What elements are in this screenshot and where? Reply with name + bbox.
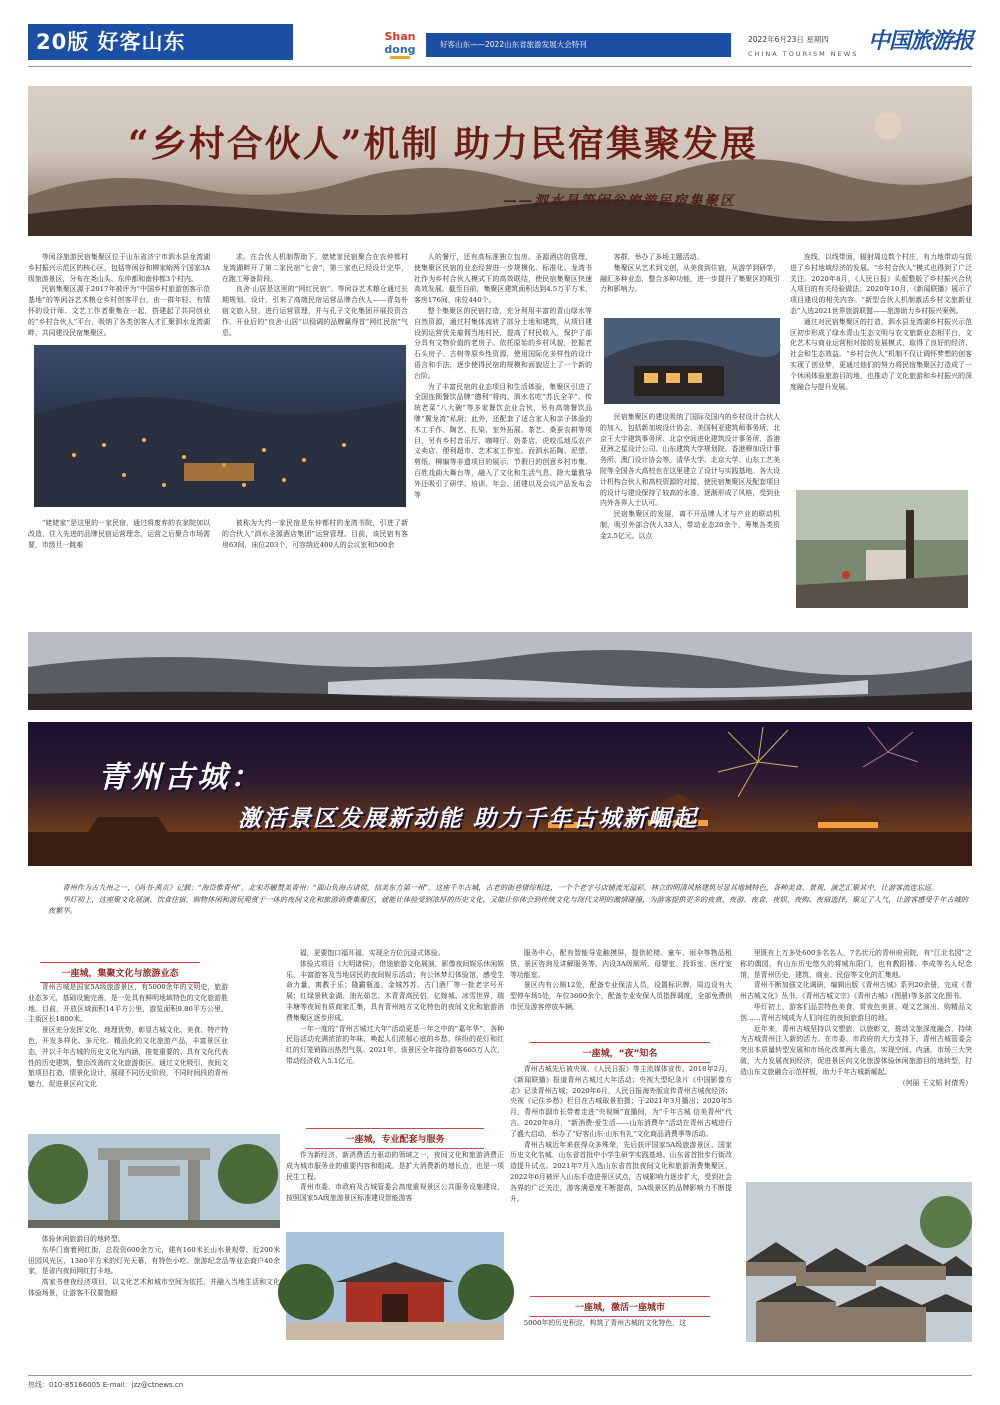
article1-col2-top: [222, 252, 408, 337]
paragraph: 服务中心，配有智能导览触摸屏，提供轮椅、童车、雨伞等物品租赁、景区咨询及讲解服务等，内设3A级厕所、母婴室、投诉室、医疗室等功能室。: [510, 949, 732, 979]
paragraph: 高家书巷夜经济项目，以文化艺术和城市空间为依托，并融入当地生活和文化体验场景，让游客不仅要饱眼: [28, 1278, 280, 1297]
section-heading: 一座城，专业配套与服务: [306, 1128, 484, 1149]
article1-col1-bottom: [28, 518, 210, 636]
paragraph: 青州古城是国家5A级旅游景区，有5000余年的文明史，旅游业态多元，基础设施完善，是一处具有鲜明地域特色的文化旅游胜地。目前，开放区域面积14平方公里，游览面积9.86平方公里，主街区长1800米。: [28, 983, 228, 1024]
article1-homestay-dusk-photo: [604, 318, 780, 404]
paragraph: 人的餐厅，还有高标准独立包房。圣源酒店的管理，使集聚区民宿的业态经营进一步规模化、标准化。龙湾书社作为乡村合伙人模式下的高效联结，使民宿集聚区快速高效发展。截至目前，集聚区建筑面积达到4.5万平方米，客房176间，床位440个。: [414, 253, 592, 305]
article1-subtitle: ——泗水县等闲谷旅游民宿集聚区: [503, 193, 736, 209]
svg-text:dong: dong: [384, 43, 416, 56]
article2-col4: [740, 948, 972, 1174]
article2-col3-top: [510, 948, 732, 1028]
paragraph: 青州作为古九州之一，《尚书·禹贡》记载：“海岱惟青州”。北宋苏辙赞美青州：“面山负海古诸侯，信美东方第一州”。这座千年古城，古老的街巷错综相连，一个个老字号店铺流光溢彩，林立的明清风格建筑尽显其地域特色，各种美食、景观、演艺汇聚其中，让游客流连忘返。: [62, 883, 939, 892]
article2-hero-banner: [28, 722, 972, 866]
paragraph: 集聚区从艺术到文创，从美食到住宿，从游学到研学，融汇多种业态，整合多种功能，进一步提升了集聚区的吸引力和影响力。: [600, 263, 780, 294]
article1-col4-bottom: [600, 412, 780, 636]
article2-lede: [48, 882, 968, 942]
paragraph: 青州市委、市政府及古城管委会高度重视景区公共服务设施建设，按照国家5A级旅游景区标准建设智能游客: [286, 1183, 504, 1203]
paragraph: 连线，以线带面，辐射周边数个村庄，有力地带动与促进了乡村地域经济的发展。“乡村合伙人”模式也得到了广泛关注。2020年8月，《人民日报》头版整版了乡村振兴合伙人项目的有关经验做法；2020年10月，《新闻联播》展示了项目建设的相关内容。“新型合伙人机制激活乡村文旅新业态”入选2021世界旅游联盟——旅游助力乡村振兴案例。: [790, 253, 972, 315]
article1-lake-landscape-photo: [28, 632, 972, 710]
special-issue-strip: 好客山东——2022山东省旅游发展大会特刊: [426, 33, 731, 57]
paragraph: 求。在合伙人机制帮助下，姥姥家民宿聚合在农仲都村龙湾湖畔开了第二家民宿“七舍”，第三家也已经设计完毕，在跑工筹备阶段。: [222, 253, 408, 283]
footer-contact: 热线：010-85166005 E-mail：jzz@ctnews.cn: [28, 1381, 184, 1389]
article1-col1-top: [28, 252, 210, 337]
article2-old-town-rooftops-photo: [746, 1182, 972, 1342]
paragraph: “姥姥家”是这里的一家民宿，通过将废弃的农家院加以改造，住入先进的品牌民宿运营理念，运营之后聚合市场需要，市级旦一跳难: [28, 519, 210, 549]
paragraph: 景区充分发挥文化、地理优势，彰显古城文化、美食、特产特色，开发多样化、多元化、精品化的文化旅游产品，丰富景区业态，并以千年古城的历史文化为内涵，推复重要的、具有文化代表性的历史建筑，整治改善的文化旅游街区。通过文化吸引，夜间文旅项目打造，情景化设计，展现不同历史阶段，不同时间段的青州魅力，促进景区向文化: [28, 1026, 228, 1089]
paragraph: 通过对民宿集聚区的打造，泗水县龙湾湖乡村振兴示范区初步形成了绿水青山生态文明与农文旅新业态相平台，文化艺术与商业运营相对接的发展模式，取得了良好的经济、社会和生态效益。“乡村合伙人”机制不仅让调怀梦想的创客实现了创业梦，更通过他们的努力将民宿集聚区打造成了一个休闲体验旅游目的地，也推动了文化旅游和乡村振兴的深度融合与提升发展。: [790, 317, 972, 391]
paragraph: 一年一度的“青州古城过大年”活动更是一年之中的“嘉年华”，各种民俗活动充满浓浓的年味，唤起人们浓郁心底的乡愁，缤纷的花灯和红红的灯笼销陈出热烈气氛。2021年，该景区全年接待游客665万人次，带动经济收入5.1亿元。: [286, 1024, 504, 1065]
article1-col4-top: [600, 252, 780, 310]
paragraph: 等闲谷旅游民宿集聚区位于山东省济宁市泗水县龙湾湖乡村振兴示范区的核心区，包括等闲谷和柳家峪两个国家3A级旅游景区，分布在尧山头、东仲都和南仲都3个村内。: [28, 253, 210, 283]
article1-col2-bottom: [222, 518, 408, 636]
article2-temple-gate-photo: [286, 1232, 504, 1340]
paragraph: 良舍·山居是这里的“网红民宿”。等闲谷艺术粮仓通过长期规划、设计，引来了高端民宿运营品牌合伙人——青岛朴宿文旅入驻，进行运营管理，并与孔子文化集团开展投资合作。开业后的“良舍·山居”以稳调的品牌赢得首“网红民宿”气息。: [222, 285, 408, 337]
paragraph: 近年来，青州古城坚持以文塑旅、以旅彰文，推动文旅深度融合，持续为古城青州注入新的活力。在市委、市政府的大力支持下，青州古城管委会突出本质量转型发展和市场化改革两大重点，实现空间、内涵、市场三大突破，大力发展夜间经济，促进景区向文化旅游体验休闲旅游目的地转型，打造山东文旅融合示范样板，助力千年古城新崛起。: [740, 1024, 972, 1076]
paper-english-name: CHINA TOURISM NEWS: [748, 50, 859, 58]
article1-night-village-photo: [34, 345, 406, 507]
paragraph: 青州古城先后被央视、《人民日报》等主流媒体宣传。2018年2月，《新闻联播》报道青州古城过大年活动；央视大型纪录片《中国影像方志》记录青州古城；2020年6月，人民日报海外版宣传青州古城夜经济；央视《记住乡愁》栏目在古城取景拍摄；于2021年3月播出；2020年5月，青州市副市长带着走进“央视频”直播间，为“千年古城 信美青州”代言。2020年8月，“新消费·爱生活——山东消费年”活动在青州古城进行了盛大启动，举办了“好客山东·山东有礼”文化商品消费季等活动。: [510, 1065, 732, 1138]
footer-divider: [28, 1375, 972, 1376]
paragraph: 整个集聚区的民宿打造，充分利用丰富的青山绿水等自然资源，通过村集体流转了部分土地和建筑，从项目建设到运营优先雇佣当地村民，提高了村民收入，保护了部分具有文物价值的老房子。依托原始的乡村风貌，挖掘老石头房子、古树等原乡性资源，使用国际化多样性的设计语言和手法，逐步使得民宿的规模和面貌迈上了一个新的台阶。: [414, 306, 592, 380]
article2-title-line2: 激活景区发展新动能 助力千年古城新崛起: [238, 806, 699, 832]
masthead: 中国旅游报: [868, 28, 974, 54]
paragraph: 5000年的历史积淀，构筑了青州古城的文化特色，这: [523, 1319, 687, 1327]
article2-col3-mid: [510, 1064, 732, 1290]
issue-date: 2022年6月23日 星期四: [748, 35, 829, 44]
paragraph: 景区内有公厕12处，配备专业保洁人员，设置标识牌，周边设有大型停车场5处，车位3600余个，配备专业安保人员指挥调度，全部免费供市民及游客停放车辆。: [510, 981, 732, 1011]
article2-memorial-arch-photo: [28, 1134, 280, 1228]
paragraph: 福，更要饱口福耳福，实现全方位沉浸式体验。: [299, 949, 445, 957]
paragraph: 华灯初上，游客们品尝特色美食、赏夜色美景、观文艺演出、购精品文创……青州古城成为人们向往的夜间旅游目的地。: [740, 1002, 972, 1022]
article1-title: “乡村合伙人”机制 助力民宿集聚发展: [128, 123, 758, 165]
byline: （何丽 王文韬 时倩秀）: [898, 1078, 972, 1087]
section-heading: 一座城，激活一座城市: [530, 1296, 710, 1317]
article2-col2-top: [286, 948, 504, 1120]
article2-col1-bottom: [28, 1234, 280, 1338]
section-heading: 一座城，“夜”知名: [530, 1042, 710, 1063]
article2-title-line1: 青州古城：: [98, 760, 263, 795]
paragraph: 民宿集聚区的发展，离不开品牌人才与产业的联动机制，吸引外部合伙人33人，带动业态20余个，筹集各类资金2.5亿元。以点: [600, 510, 780, 540]
article1-village-lane-photo: [796, 490, 968, 608]
paragraph: 里既有上万多处600多名名人，7名状元的青州府贡院，有“江北名园”之称的偶园，有山东历史悠久的将城东阳门，也有教阳楼、李成等名人纪念馆，是青州历史、建筑、商业、民俗等文化的汇集地。: [740, 949, 972, 979]
paragraph: 民宿集聚区的建设吸纳了国际及国内的乡村设计合伙人的加入，包括新加坡设计协会、美国柯亚建筑师事务所、北京王大宇建筑事务所、北京空间进化建筑设计事务所、香港亚洲之星设计公司、山东建筑大学规划院、香港穆加设计事务所、澳门设计协会等。清华大学、北京大学、山东工艺美院等全国各大高校也在这里建立了设计与实践基地。各大设计机构合伙人和高校资源的对接，使民宿集聚区及配套项目的设计与建设保持了较高的水准，逐渐形成了风格，受到业内外各界人士认可。: [600, 413, 780, 508]
article1-hero-banner: [28, 86, 972, 236]
section-heading: 一座城，集聚文化与旅游业态: [40, 962, 200, 983]
paragraph: 为了丰富民宿的业态项目和生活体验，集聚区引进了全国连锁餐饮品牌“德利”将肉、泗水名吃“苏氏全羊”、传统老菜“八大碗”等多家餐饮企业合伙，另有高端餐饮品牌“冀龙湾”私厨；此外，还配套了适合家人和亲子体验的木工手作、陶艺、扎染、室外拓展、茶艺、桑蚕农耕等项目，另有乡村音乐厅、咖啡厅、奶茶店、虎咬瓜地瓜农产义卖店、便利超市、艺术家工作室。而泗水拓陶、泥塑、剪纸、柳编等非遗项目的展示，节假日的创意乡村市集、百姓戏曲大舞台等，融入了文化和生活气息。除大量教导外还吸引了研学、培训、年会、团建以及会议产品发布会等: [414, 382, 592, 499]
svg-text:Shan: Shan: [384, 30, 416, 43]
paragraph: 民宿集聚区源于2017年被评为“中国乡村旅游创客示范基地”的等闲谷艺术粮仓乡村创客平台，由一群年轻、有情怀的设计师、文艺工作者聚集在一起，搭建起了共同创业的“乡村合伙人”平台，吸纳了各类创客人才汇聚泗水龙湾湖畔，共同建设民宿集聚区。: [28, 285, 210, 337]
article2-col2-mid: [286, 1150, 504, 1224]
edition-label: 20版 好客山东: [28, 24, 293, 60]
article1-col3: [414, 252, 592, 636]
shandong-logo-icon: [380, 24, 420, 64]
paragraph: 客群，举办了多场主题活动。: [613, 253, 704, 261]
article1-col5-top: [790, 252, 972, 482]
paragraph: 东华门南着网红街，总投资600余万元，建有160米长山水景观带、近200米田园风光区、1380平方米的灯光天幕，有特色小吃、旅游纪念品等业态商户40余家，是省内夜间网红打卡地。: [28, 1245, 280, 1276]
paragraph: 作为新经济、新消费活力驱动的领域之一，夜间文化和旅游消费正成为城市服务业的重要内容和组成。是扩大消费新的增长点，也是一项民生工程。: [286, 1151, 504, 1181]
paragraph: 华灯初上，这座聚文化展演、饮食住宿、购物休闲和游玩观赏于一体的夜间文化和旅游消费集聚区，就能让体验受到浓厚的历史文化，又能让你体会到传统文化与现代文明的激情碰撞，为游客提供更多的夜赏、夜游、夜食、夜娱、夜购、夜宿选择，聚足了人气，让游客感受千年古城的夜繁华。: [48, 894, 968, 915]
article2-col3-bottom: [510, 1318, 732, 1340]
paragraph: 体验式项目《大明诸侯》，借途旅游文化展演，影像夜间娱乐休闲娱乐，丰富游客及当地居民的夜间娱乐活动；有公休梦幻体验馆，感受生命力量，寓教于乐；隆霸瓶盖、金城苏苏、古门酒厂等一批老字号开展；红绿景秋金湖、油光茹艺、木青青高民俗、亿嫁城、冰雪世界，瑞丰塘等夜间有质商家汇集，具有青州地方文化特色的夜间文化和旅游消费集聚区逐步形成。: [286, 959, 504, 1022]
paragraph: 被称为大约一家民宿是东仲都村的龙湾书院，引进了新的合伙人“泗水圣源酒店集团”运营管理。目前，该民宿有客房63间，床位203个，可容纳近400人的会议室和500余: [222, 519, 408, 549]
paragraph: 青州不断加强文化调研，编辑出版《青州古城》系列20余册，完成《青州古城文化》丛书、《青州古城文宗》《青州古城》(图册)等多部文化图书。: [740, 981, 972, 1001]
article2-col1-top: [28, 982, 228, 1128]
paragraph: 体验休闲旅游目的地转型。: [41, 1235, 125, 1243]
header-divider: [28, 66, 972, 67]
paragraph: 青州古城近年来获得众多殊荣，先后获评国家5A级旅游景区、国家历史文化名城、山东省首批中小学生研学实践基地、山东省首批步行街改造提升试点。2021年7月入选山东省首批夜间文化和旅游消费集聚区，2022年6月被评入山东手造进景区试点，古城影响力逐步扩大，受到社会各界的广泛关注，游客满意度不断提高，5A级景区的品牌影响力不断提升。: [510, 1140, 732, 1203]
